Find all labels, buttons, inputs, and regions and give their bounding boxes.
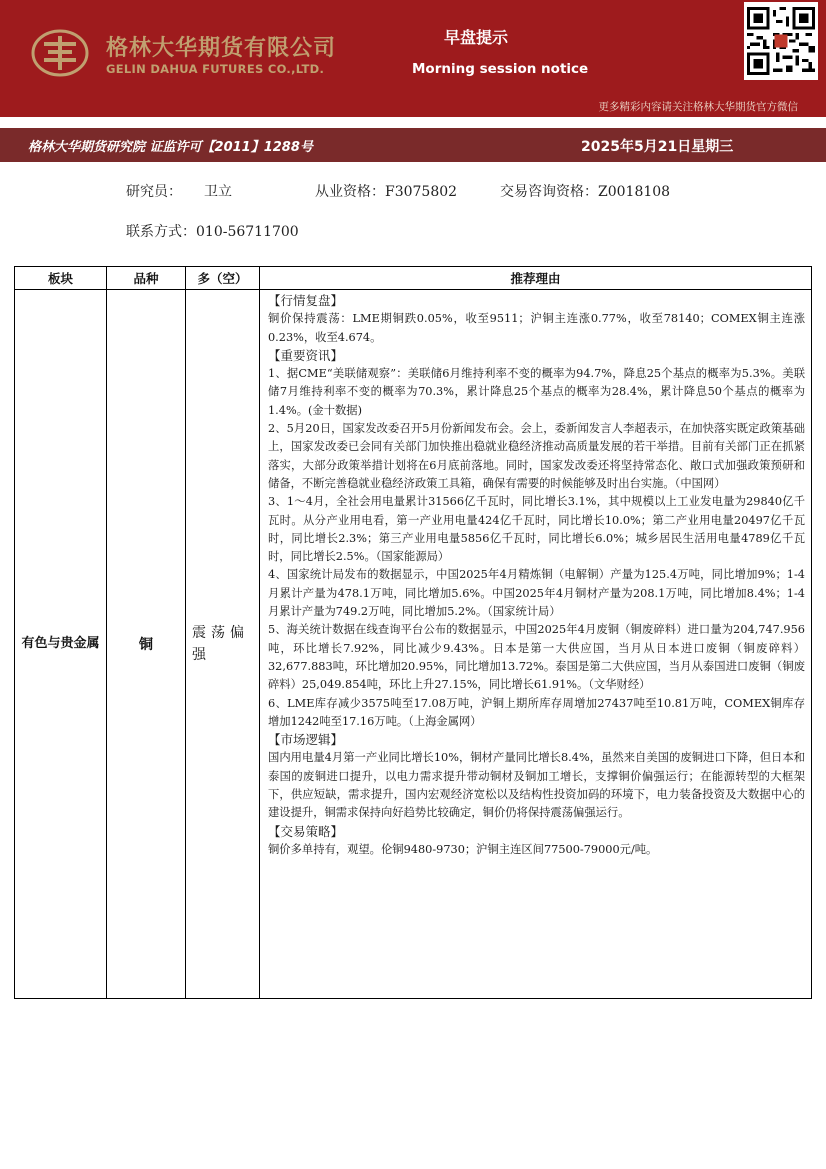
report-date: 2025年5月21日星期三 (581, 139, 734, 155)
news-item-3: 3、1～4月，全社会用电量累计31566亿千瓦时，同比增长3.1%，其中规模以上工业发电量为29840亿千瓦时。从分产业用电看，第一产业用电量424亿千瓦时，同比增长10.0%；第二产业用电量20497亿千瓦时，同比增长2.3%；第三产业用电量5856亿千瓦时，同比增长6.0%；城乡居民生活用电量4789亿千瓦时，同比增长2.5%。（国家能源局） (268, 495, 805, 564)
follow-wechat-text: 更多精彩内容请关注格林大华期货官方微信 (598, 101, 798, 113)
institute-license: 格林大华期货研究院 证监许可【2011】1288号 (28, 140, 313, 155)
review-text: 铜价保持震荡：LME期铜跌0.05%，收至9511；沪铜主连涨0.77%，收至78140；COMEX铜主连涨0.23%，收至4.674。 (268, 312, 805, 344)
report-title-cn: 早盘提示 (444, 28, 509, 47)
header-sector: 板块 (15, 267, 107, 290)
section-title-news: 【重要资讯】 (268, 347, 344, 363)
qualification-number: 从业资格：F3075802 (315, 184, 458, 200)
table-row (15, 290, 812, 999)
logic-text: 国内用电量4月第一产业同比增长10%，铜材产量同比增长8.4%，虽然来自美国的废铜进口下降，但日本和泰国的废铜进口提升，以电力需求提升带动铜材及铜加工增长，支撑铜价偏强运行；在能源转型的大框架下，供应短缺，需求提升，国内宏观经济宽松以及结构性投资加码的环境下，电力装备投资及大数据中心的建设提升，铜需求保持向好趋势比较确定，铜价仍将保持震荡偏强运行。 (268, 751, 805, 820)
company-name-en: GELIN DAHUA FUTURES CO.,LTD. (106, 62, 325, 76)
report-title-en: Morning session notice (412, 61, 589, 77)
section-title-logic: 【市场逻辑】 (268, 732, 344, 748)
news-item-4: 4、国家统计局发布的数据显示，中国2025年4月精炼铜（电解铜）产量为125.4万吨，同比增加9%；1-4月累计产量为478.1万吨，同比增加5.6%。中国2025年4月铜材产量为208.1万吨，同比增加8.4%；1-4月累计产量为749.2万吨，同比增加5.2%。（国家统计局） (268, 568, 805, 619)
researcher-line (126, 181, 232, 201)
researcher-name: 卫立 (204, 184, 232, 200)
header-variety: 品种 (107, 267, 186, 290)
strategy-text: 铜价多单持有，观望。伦铜9480-9730；沪铜主连区间77500-79000元/吨。 (268, 842, 658, 856)
news-item-5: 5、海关统计数据在线查询平台公布的数据显示，中国2025年4月废铜（铜废碎料）进口量为204,747.956吨，环比增长7.92%，同比减少9.43%。日本是第一大供应国，当月从日本进口废铜（铜废碎料）32,677.883吨，环比增加20.95%，同比增加13.72%。泰国是第二大供应国，当月从泰国进口废铜（铜废碎料）25,049.854吨，环比上升27.15%，同比增长61.91%。（文华财经） (268, 623, 805, 692)
company-name-cn: 格林大华期货有限公司 (106, 36, 337, 61)
researcher-label: 研究员： (126, 184, 182, 200)
news-item-6: 6、LME库存减少3575吨至17.08万吨，沪铜上期所库存周增加27437吨至10.81万吨，COMEX铜库存增加1242吨至17.16万吨。（上海金属网） (268, 696, 805, 728)
reason-cell (260, 290, 812, 999)
sector-cell: 有色与贵金属 (15, 290, 107, 999)
section-title-review: 【行情复盘】 (268, 293, 344, 308)
table-header-row (15, 267, 812, 290)
contact-info: 联系方式：010-56711700 (126, 224, 299, 240)
section-title-strategy: 【交易策略】 (268, 823, 344, 839)
header-direction: 多（空） (186, 267, 260, 290)
company-logo-icon (30, 28, 90, 78)
news-item-2: 2、5月20日，国家发改委召开5月份新闻发布会。会上，委新闻发言人李超表示，在加快落实既定政策基础上，国家发改委已会同有关部门加快推出稳就业稳经济推动高质量发展的若干举措。目前有关部门正在抓紧落实，大部分政策举措计划将在6月底前落地。同时，国家发改委还将坚持常态化、敞口式加强政策预研和储备，不断完善稳就业稳经济政策工具箱，确保有需要的时候能够及时出台实施。（中国网） (268, 422, 805, 490)
recommendation-table (14, 266, 812, 999)
qr-code-icon (744, 2, 818, 80)
consulting-qualification: 交易咨询资格：Z0018108 (500, 184, 671, 200)
news-item-1: 1、据CME“美联储观察”：美联储6月维持利率不变的概率为94.7%，降息25个基点的概率为5.3%。美联储7月维持利率不变的概率为70.3%，累计降息25个基点的概率为28.4%，累计降息50个基点的概率为1.4%。(金十数据) (268, 367, 805, 417)
variety-cell: 铜 (107, 290, 186, 999)
direction-cell: 震荡偏强 (186, 290, 260, 999)
header-reason: 推荐理由 (260, 267, 812, 290)
